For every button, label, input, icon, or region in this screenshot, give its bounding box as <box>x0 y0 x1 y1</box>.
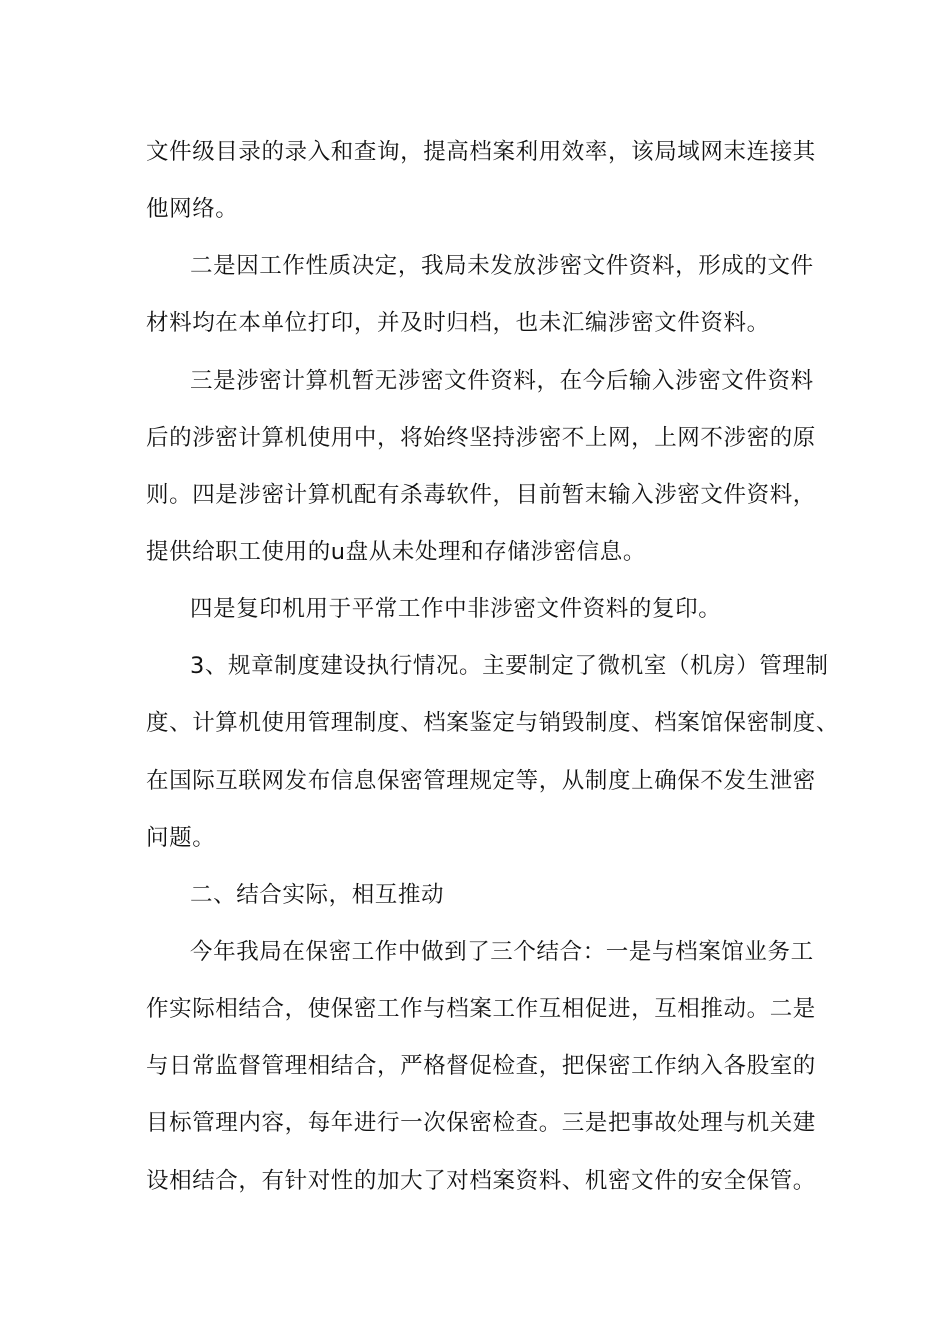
paragraph-line: 问题。 <box>146 825 216 851</box>
paragraph-line: 材料均在本单位打印，并及时归档，也未汇编涉密文件资料。 <box>146 310 770 336</box>
paragraph-line: 3、规章制度建设执行情况。主要制定了微机室（机房）管理制 <box>190 653 829 679</box>
paragraph-line: 在国际互联网发布信息保密管理规定等，从制度上确保不发生泄密 <box>146 768 816 794</box>
paragraph-line: 与日常监督管理相结合，严格督促检查，把保密工作纳入各股室的 <box>146 1053 816 1079</box>
paragraph-line: 作实际相结合，使保密工作与档案工作互相促进，互相推动。二是 <box>146 996 816 1022</box>
paragraph-line: 四是复印机用于平常工作中非涉密文件资料的复印。 <box>190 596 722 622</box>
paragraph-line: 文件级目录的录入和查询，提高档案利用效率，该局域网末连接其 <box>146 139 816 165</box>
paragraph-line: 目标管理内容，每年进行一次保密检查。三是把事故处理与机关建 <box>146 1110 816 1136</box>
paragraph-line: 则。四是涉密计算机配有杀毒软件，目前暂末输入涉密文件资料， <box>146 482 816 508</box>
paragraph-line: 二是因工作性质决定，我局未发放涉密文件资料，形成的文件 <box>190 253 814 279</box>
paragraph-line: 三是涉密计算机暂无涉密文件资料，在今后输入涉密文件资料 <box>190 368 814 394</box>
section-heading: 二、结合实际，相互推动 <box>190 882 445 908</box>
paragraph-line: 设相结合，有针对性的加大了对档案资料、机密文件的安全保管。 <box>146 1168 816 1194</box>
paragraph-line: 提供给职工使用的u盘从未处理和存储涉密信息。 <box>146 539 646 565</box>
paragraph-line: 今年我局在保密工作中做到了三个结合：一是与档案馆业务工 <box>190 939 814 965</box>
paragraph-line: 后的涉密计算机使用中，将始终坚持涉密不上网，上网不涉密的原 <box>146 425 816 451</box>
paragraph-line: 他网络。 <box>146 196 239 222</box>
paragraph-line: 度、计算机使用管理制度、档案鉴定与销毁制度、档案馆保密制度、 <box>146 710 840 736</box>
